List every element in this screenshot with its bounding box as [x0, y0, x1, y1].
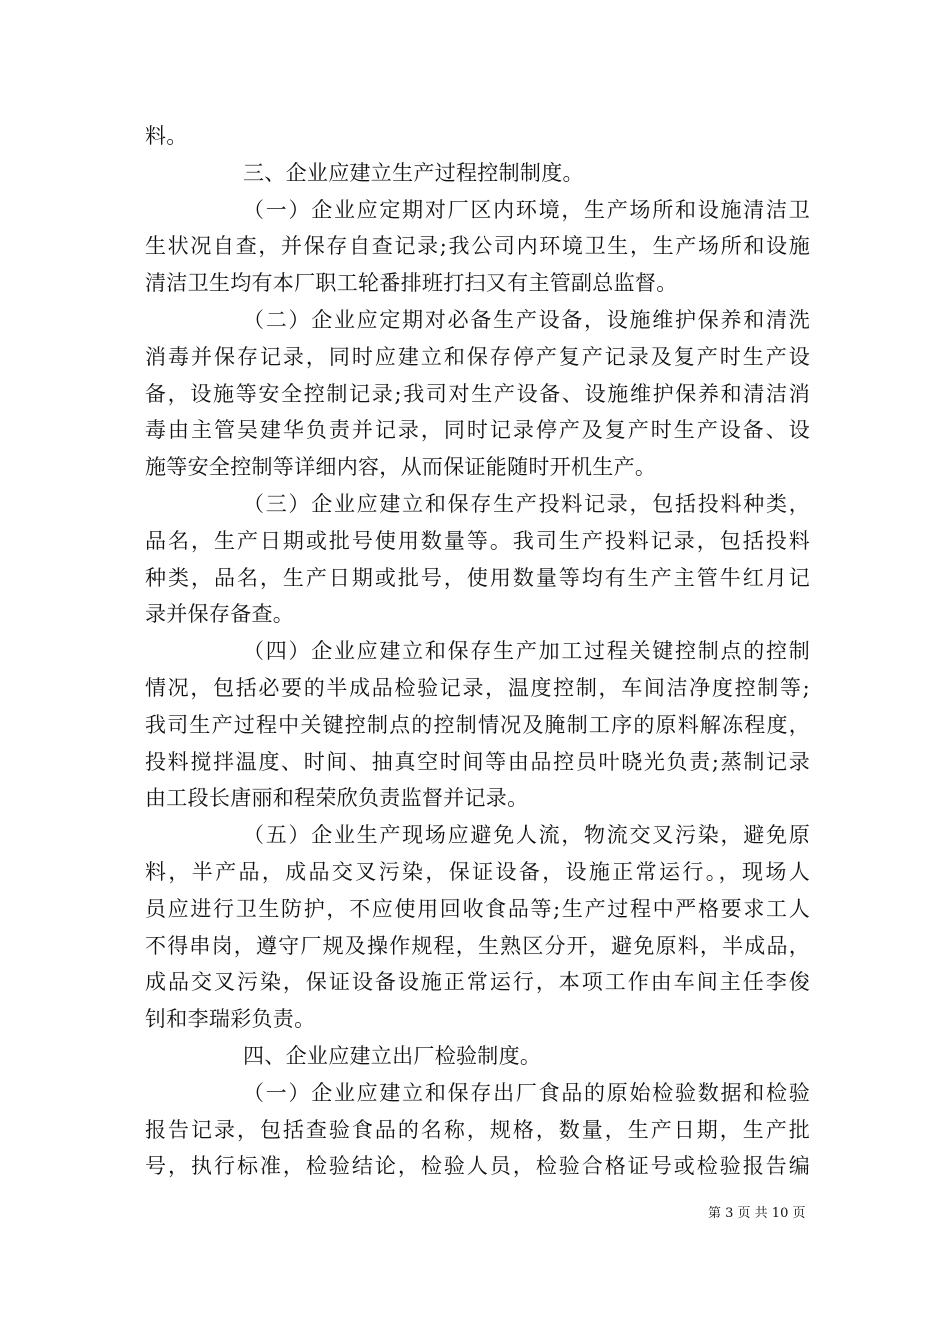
text-line: 料，半产品，成品交叉污染，保证设备，设施正常运行。，现场人: [145, 859, 810, 884]
text-line: 品名，生产日期或批号使用数量等。我司生产投料记录，包括投料: [145, 528, 810, 553]
text-line: 我司生产过程中关键控制点的控制情况及腌制工序的原料解冻程度，: [145, 712, 810, 737]
text-line: 报告记录，包括查验食品的名称，规格，数量，生产日期，生产批: [145, 1117, 810, 1142]
text-line: 毒由主管吴建华负责并记录，同时记录停产及复产时生产设备、设: [145, 418, 810, 443]
text-line: （二）企业应定期对必备生产设备，设施维护保养和清洗: [243, 307, 810, 332]
text-line: 料。: [145, 124, 188, 148]
text-line: 种类，品名，生产日期或批号，使用数量等均有生产主管牛红月记: [145, 565, 810, 590]
text-line: 四、企业应建立出厂检验制度。: [243, 1043, 542, 1068]
text-line: 三、企业应建立生产过程控制制度。: [243, 160, 584, 185]
text-line: 员应进行卫生防护，不应使用回收食品等;生产过程中严格要求工人: [145, 896, 810, 921]
text-line: （三）企业应建立和保存生产投料记录，包括投料种类，: [243, 491, 810, 516]
page-number: 第 3 页 共 10 页: [708, 1206, 806, 1221]
text-line: 投料搅拌温度、时间、抽真空时间等由品控员叶晓光负责;蒸制记录: [145, 749, 810, 774]
text-line: 清洁卫生均有本厂职工轮番排班打扫又有主管副总监督。: [145, 271, 678, 296]
text-line: 录并保存备查。: [145, 602, 295, 627]
text-line: 施等安全控制等详细内容，从而保证能随时开机生产。: [145, 455, 657, 480]
document-body: [145, 118, 810, 1185]
text-line: （四）企业应建立和保存生产加工过程关键控制点的控制: [243, 639, 810, 664]
text-line: （一）企业应定期对厂区内环境，生产场所和设施清洁卫: [243, 197, 810, 222]
text-line: 生状况自查，并保存自查记录;我公司内环境卫生，生产场所和设施: [145, 234, 810, 259]
text-line: 由工段长唐丽和程荣欣负责监督并记录。: [145, 786, 529, 811]
text-line: 号，执行标准，检验结论，检验人员，检验合格证号或检验报告编: [145, 1154, 810, 1179]
text-line: 钊和李瑞彩负责。: [145, 1007, 316, 1032]
text-line: （五）企业生产现场应避免人流，物流交叉污染，避免原: [243, 823, 810, 848]
text-line: 情况，包括必要的半成品检验记录，温度控制，车间洁净度控制等;: [145, 675, 810, 700]
text-line: 成品交叉污染，保证设备设施正常运行，本项工作由车间主任李俊: [145, 970, 810, 995]
text-line: 消毒并保存记录，同时应建立和保存停产复产记录及复产时生产设: [145, 344, 810, 369]
text-line: 不得串岗，遵守厂规及操作规程，生熟区分开，避免原料，半成品，: [145, 933, 810, 958]
text-line: （一）企业应建立和保存出厂食品的原始检验数据和检验: [243, 1080, 810, 1105]
text-line: 备，设施等安全控制记录;我司对生产设备、设施维护保养和清洁消: [145, 381, 810, 406]
